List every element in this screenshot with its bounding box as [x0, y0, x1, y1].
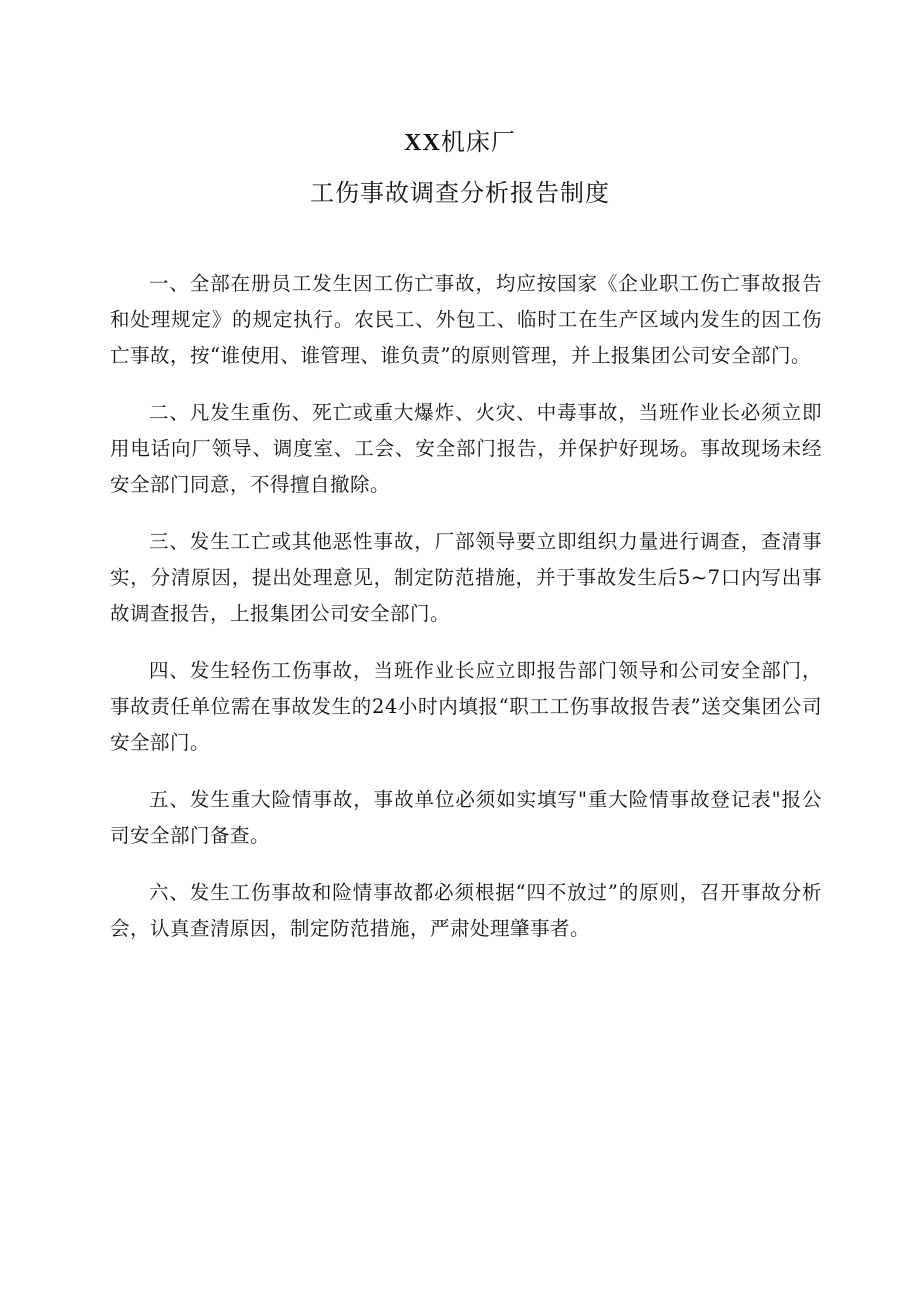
- paragraph-4: 四、发生轻伤工伤事故，当班作业长应立即报告部门领导和公司安全部门，事故责任单位需在事故发生的24小时内填报“职工工伤事故报告表”送交集团公司安全部门。: [110, 659, 822, 754]
- paragraph-6: 六、发生工伤事故和险情事故都必须根据“四不放过”的原则，召开事故分析会，认真查清原因，制定防范措施，严肃处理肇事者。: [110, 881, 822, 940]
- document-body: [110, 266, 822, 968]
- document-title: 工伤事故调查分析报告制度: [310, 179, 610, 207]
- paragraph-5: 五、发生重大险情事故，事故单位必须如实填写"重大险情事故登记表"报公司安全部门备查。: [110, 788, 822, 847]
- organization-name: 机床厂: [440, 128, 516, 156]
- organization-title: [0, 128, 920, 157]
- organization-prefix: XX: [404, 130, 441, 156]
- paragraph-1: 一、全部在册员工发生因工伤亡事故，均应按国家《企业职工伤亡事故报告和处理规定》的规定执行。农民工、外包工、临时工在生产区域内发生的因工伤亡事故，按“谁使用、谁管理、谁负责”的原则管理，并上报集团公司安全部门。: [110, 272, 822, 367]
- title-block: [0, 128, 920, 207]
- paragraph-3: 三、发生工亡或其他恶性事故，厂部领导要立即组织力量进行调查，查清事实，分清原因，提出处理意见，制定防范措施，并于事故发生后5~7口内写出事故调查报告，上报集团公司安全部门。: [110, 530, 822, 625]
- paragraph-2: 二、凡发生重伤、死亡或重大爆炸、火灾、中毒事故，当班作业长必须立即用电话向厂领导、调度室、工会、安全部门报告，并保护好现场。事故现场未经安全部门同意，不得擅自撤除。: [110, 401, 822, 496]
